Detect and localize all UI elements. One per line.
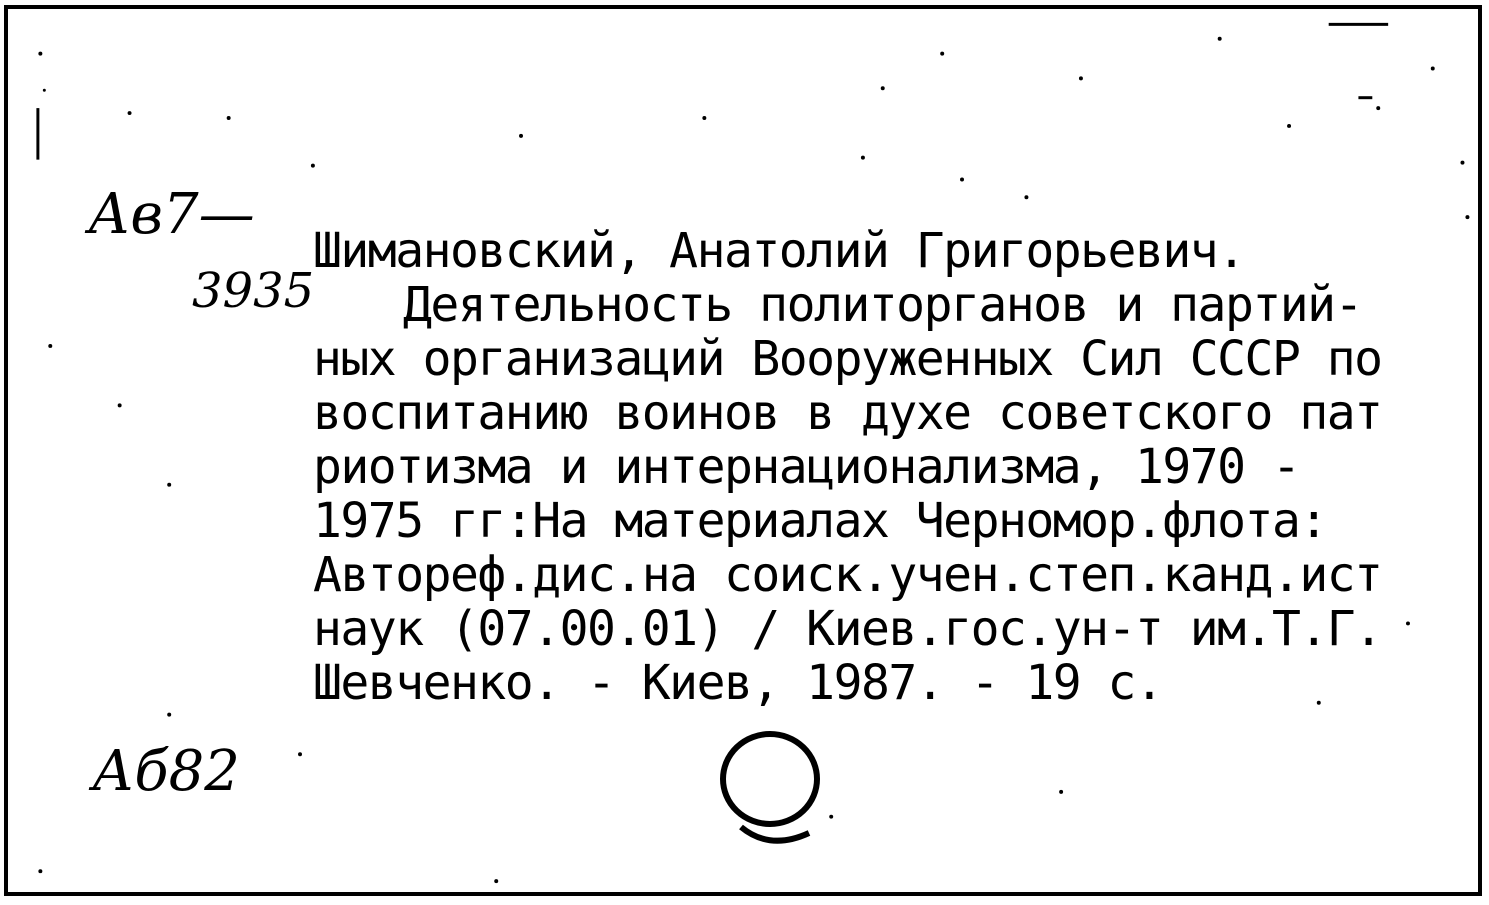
entry-line: Автореф.дис.на соиск.учен.степ.канд.ист: [313, 547, 1382, 603]
entry-line-title: Деятельность политорганов и партий-: [403, 277, 1362, 333]
entry-line: воспитанию воинов в духе советского пат: [313, 385, 1382, 441]
entry-line: Шевченко. - Киев, 1987. - 19 с.: [313, 655, 1163, 711]
shelfmark-secondary: Аб82: [92, 739, 240, 804]
entry-line-author: Шимановский, Анатолий Григорьевич.: [313, 223, 1245, 279]
catalog-entry: [313, 224, 1482, 710]
shelfmark-prefix: Ав7—: [88, 182, 255, 247]
entry-line: наук (07.00.01) / Киев.гос.ун-т им.Т.Г.: [313, 601, 1382, 657]
punch-hole: [713, 725, 827, 851]
catalog-card: [4, 5, 1482, 896]
entry-line: риотизма и интернационализма, 1970 -: [313, 439, 1300, 495]
entry-line: 1975 гг:На материалах Черномор.флота:: [313, 493, 1327, 549]
entry-line: ных организаций Вооруженных Сил СССР по: [313, 331, 1382, 387]
shelfmark-number: 3935: [192, 263, 315, 319]
